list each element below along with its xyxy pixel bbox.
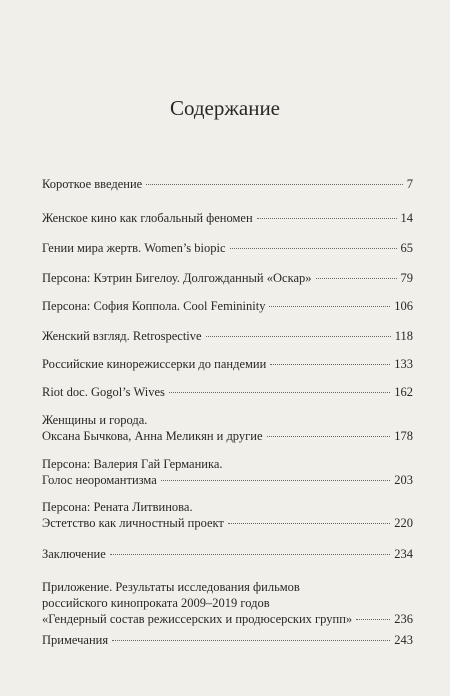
toc-entry-text: Голос неоромантизма bbox=[42, 473, 157, 487]
toc-entry bbox=[42, 579, 413, 627]
toc-page-number: 106 bbox=[394, 299, 413, 313]
toc-page-number: 162 bbox=[394, 385, 413, 399]
toc-entry-text: российского кинопроката 2009–2019 годов bbox=[42, 596, 270, 610]
dot-leader bbox=[110, 554, 391, 555]
toc-entry-text: Персона: София Коппола. Cool Femininity bbox=[42, 299, 266, 313]
toc-page-number: 234 bbox=[394, 547, 413, 561]
toc-page-number: 236 bbox=[394, 612, 413, 626]
toc-entry-text: Riot doc. Gogol’s Wives bbox=[42, 385, 165, 399]
toc-entry-text: Оксана Бычкова, Анна Меликян и другие bbox=[42, 429, 263, 443]
toc-entry-text: Эстетство как личностный проект bbox=[42, 516, 224, 530]
toc-entry-text: Женское кино как глобальный феномен bbox=[42, 211, 253, 225]
dot-leader bbox=[356, 619, 390, 620]
toc-page-number: 133 bbox=[394, 357, 413, 371]
toc-entry bbox=[42, 546, 413, 562]
toc-page-number: 79 bbox=[400, 271, 413, 285]
toc-title: Содержание bbox=[169, 96, 281, 120]
toc-entry bbox=[42, 356, 413, 372]
dot-leader bbox=[316, 278, 397, 279]
dot-leader bbox=[230, 248, 397, 249]
toc-entry bbox=[42, 176, 413, 192]
toc-page-number: 118 bbox=[394, 329, 413, 343]
toc-entry-text: Персона: Валерия Гай Германика. bbox=[42, 457, 223, 471]
toc-entry-text: Женщины и города. bbox=[42, 413, 148, 427]
toc-entry bbox=[42, 456, 413, 488]
dot-leader bbox=[112, 640, 390, 641]
toc-entry bbox=[42, 384, 413, 400]
toc-entry-text: Заключение bbox=[42, 547, 106, 561]
toc-entry bbox=[42, 328, 413, 344]
toc-entry bbox=[42, 412, 413, 444]
toc-page-number: 7 bbox=[406, 177, 413, 191]
toc-entry-text: Приложение. Результаты исследования фильмов bbox=[42, 580, 300, 594]
toc-page-number: 220 bbox=[394, 516, 413, 530]
toc-entry bbox=[42, 270, 413, 286]
toc-entry-text: Персона: Рената Литвинова. bbox=[42, 500, 193, 514]
toc-entry bbox=[42, 240, 413, 256]
toc-entry-text: Короткое введение bbox=[42, 177, 143, 191]
toc-entry bbox=[42, 499, 413, 531]
dot-leader bbox=[161, 480, 390, 481]
toc-entry-text: Гении мира жертв. Women’s biopic bbox=[42, 241, 226, 255]
toc-page-number: 243 bbox=[394, 633, 413, 647]
toc-page-number: 14 bbox=[400, 211, 413, 225]
toc-entry bbox=[42, 210, 413, 226]
toc-entry-text: Примечания bbox=[42, 633, 109, 647]
toc-entry-text: Персона: Кэтрин Бигелоу. Долгожданный «Оскар» bbox=[42, 271, 312, 285]
toc-page-number: 65 bbox=[400, 241, 413, 255]
toc-page-number: 178 bbox=[394, 429, 413, 443]
toc-entry bbox=[42, 632, 413, 648]
toc-entry-text: Женский взгляд. Retrospective bbox=[42, 329, 202, 343]
dot-leader bbox=[257, 218, 397, 219]
dot-leader bbox=[228, 523, 390, 524]
dot-leader bbox=[169, 392, 390, 393]
toc-entry-text: Российские кинорежиссерки до пандемии bbox=[42, 357, 267, 371]
toc-page-number: 203 bbox=[394, 473, 413, 487]
dot-leader bbox=[206, 336, 391, 337]
toc-entry-text: «Гендерный состав режиссерских и продюсерских групп» bbox=[42, 612, 353, 626]
dot-leader bbox=[269, 306, 390, 307]
toc-entry bbox=[42, 298, 413, 314]
dot-leader bbox=[270, 364, 390, 365]
dot-leader bbox=[267, 436, 391, 437]
dot-leader bbox=[146, 184, 403, 185]
